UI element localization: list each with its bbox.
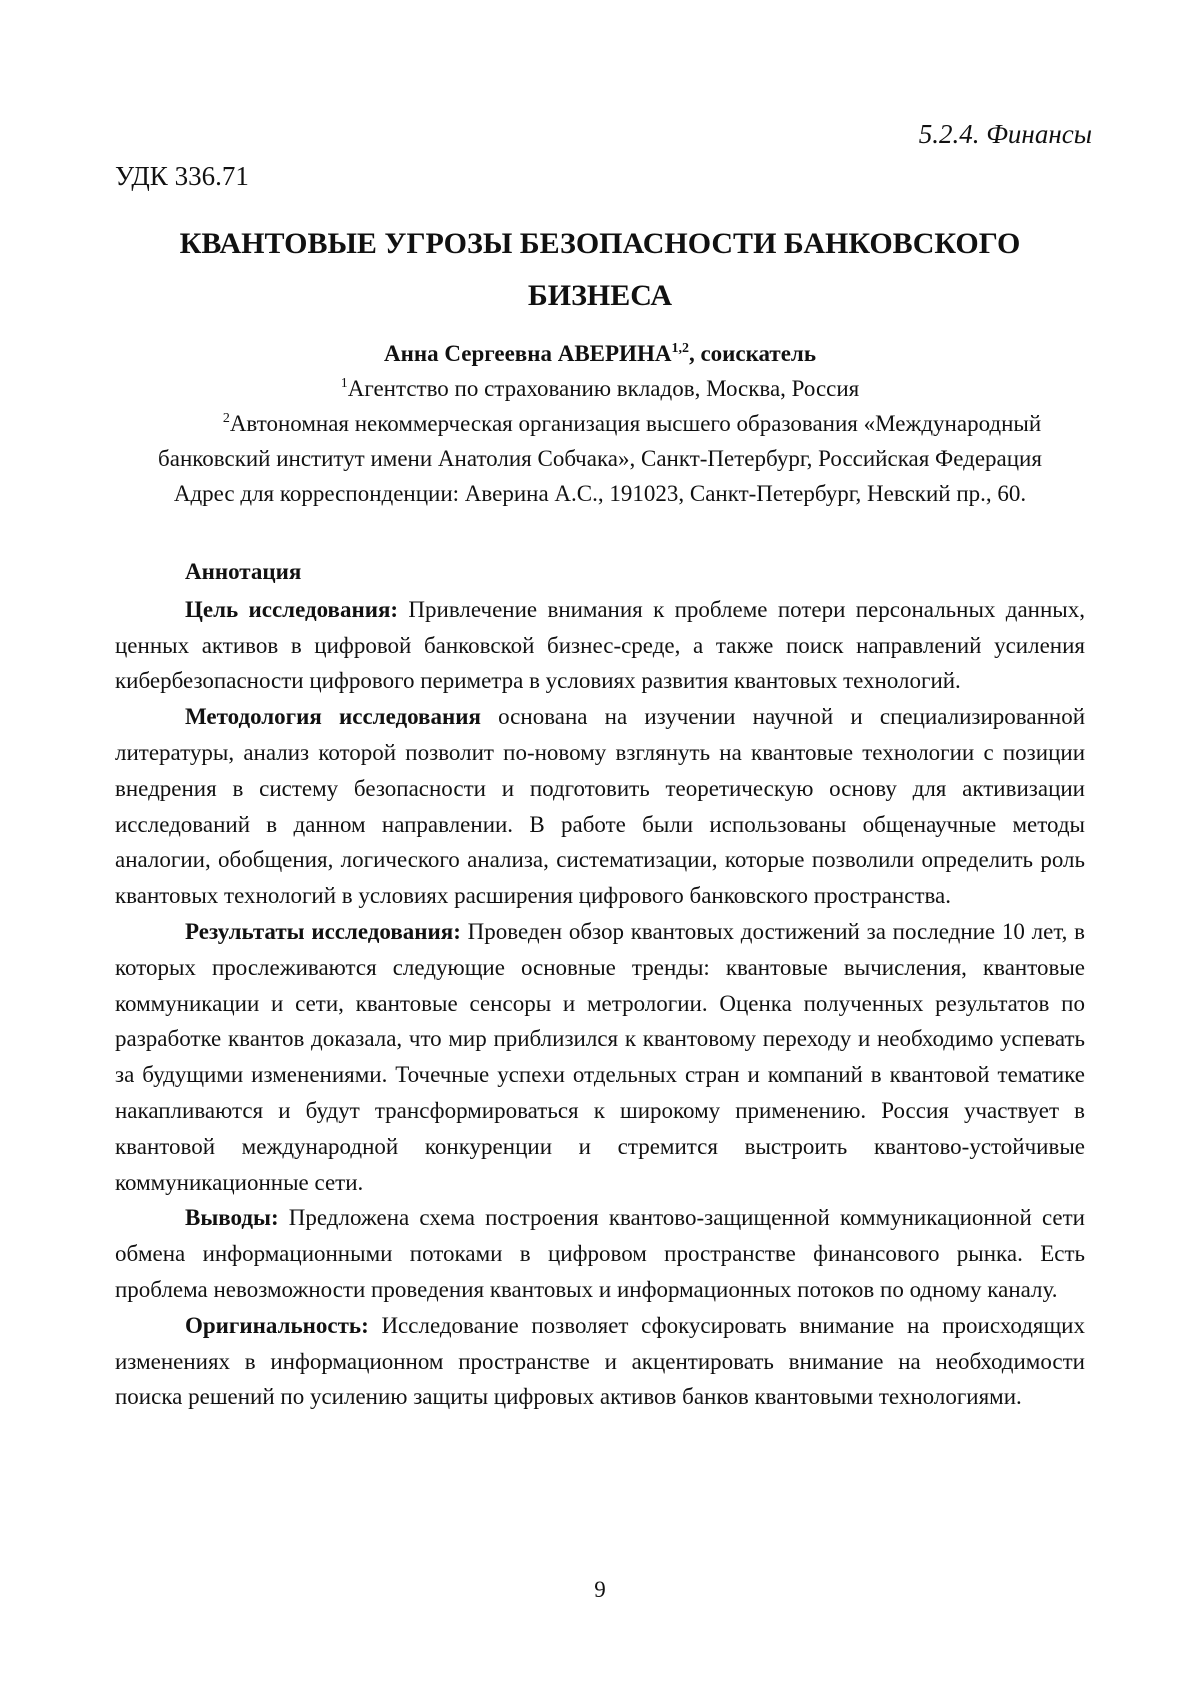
abstract-paragraph-results	[115, 914, 1085, 1200]
page-number: 9	[594, 1577, 606, 1602]
paragraph-text: Предложена схема построения квантово-защищенной коммуникационной сети обмена информационными потоками в цифровом пространстве финансового рынка. Есть проблема невозможности проведения квантовых и информационных потоков по одному каналу.	[115, 1205, 1085, 1302]
author-line	[115, 336, 1085, 371]
paragraph-label: Методология исследования	[185, 704, 481, 730]
article-title: КВАНТОВЫЕ УГРОЗЫ БЕЗОПАСНОСТИ БАНКОВСКОГО БИЗНЕСА	[179, 227, 1021, 312]
abstract-heading: Аннотация	[185, 559, 302, 584]
paragraph-label: Результаты исследования:	[185, 918, 461, 944]
section-code: 5.2.4. Финансы	[918, 119, 1092, 149]
affiliation-2-mark: 2	[222, 411, 230, 426]
abstract-paragraph-purpose	[115, 592, 1085, 699]
paragraph-text: Привлечение внимания к проблеме потери персональных данных, ценных активов в цифровой банковской бизнес-среде, а также поиск направлений усиления кибербезопасности цифрового периметра в условиях развития квантовых технологий.	[115, 596, 1085, 694]
affiliation-1-text: Агентство по страхованию вкладов, Москва, Россия	[347, 376, 860, 401]
abstract-paragraph-methodology	[115, 699, 1085, 914]
paragraph-label: Выводы:	[185, 1205, 279, 1231]
paragraph-text: Исследование позволяет сфокусировать внимание на происходящих изменениях в информационном пространстве и акцентировать внимание на необходимости поиска решений по усилению защиты цифровых активов банков квантовыми технологиями.	[115, 1312, 1085, 1410]
affiliation-2-text: Автономная некоммерческая организация высшего образования «Международный банковский институт имени Анатолия Собчака», Санкт-Петербург, Российская Федерация	[158, 411, 1042, 471]
author-role: , соискатель	[688, 341, 817, 366]
author-name: Анна Сергеевна АВЕРИНА	[383, 341, 672, 366]
abstract-paragraph-conclusions	[115, 1200, 1085, 1307]
paragraph-text: Проведен обзор квантовых достижений за последние 10 лет, в которых прослеживаются следующие основные тренды: квантовые вычисления, квантовые коммуникации и сети, квантовые сенсоры и метрологии. Оценка полученных результатов по разработке квантов доказала, что мир приблизился к квантовому переходу и необходимо успевать за будущими изменениями. Точечные успехи отдельных стран и компаний в квантовой тематике накапливаются и будут трансформироваться к широкому применению. Россия участвует в квантовой международной конкуренции и стремится выстроить квантово-устойчивые коммуникационные сети.	[115, 918, 1085, 1195]
abstract-paragraph-originality	[115, 1308, 1085, 1415]
affiliation-2	[115, 406, 1085, 476]
affiliation-1	[115, 371, 1085, 406]
paragraph-label: Оригинальность:	[185, 1312, 369, 1338]
correspondence-address: Адрес для корреспонденции: Аверина А.С., 191023, Санкт-Петербург, Невский пр., 60.	[173, 481, 1027, 506]
author-block	[115, 336, 1085, 511]
udk-code: УДК 336.71	[115, 161, 249, 191]
author-affiliation-marks: 1,2	[671, 341, 689, 356]
abstract	[115, 554, 1085, 1415]
paragraph-label: Цель исследования:	[185, 596, 399, 622]
affiliation-1-mark: 1	[340, 376, 348, 391]
paragraph-text: основана на изучении научной и специализированной литературы, анализ которой позволит по-новому взглянуть на квантовые технологии с позиции внедрения в систему безопасности и подготовить теоретическую основу для активизации исследований в данном направлении. В работе были использованы общенаучные методы аналогии, обобщения, логического анализа, систематизации, которые позволили определить роль квантовых технологий в условиях расширения цифрового банковского пространства.	[115, 704, 1086, 909]
